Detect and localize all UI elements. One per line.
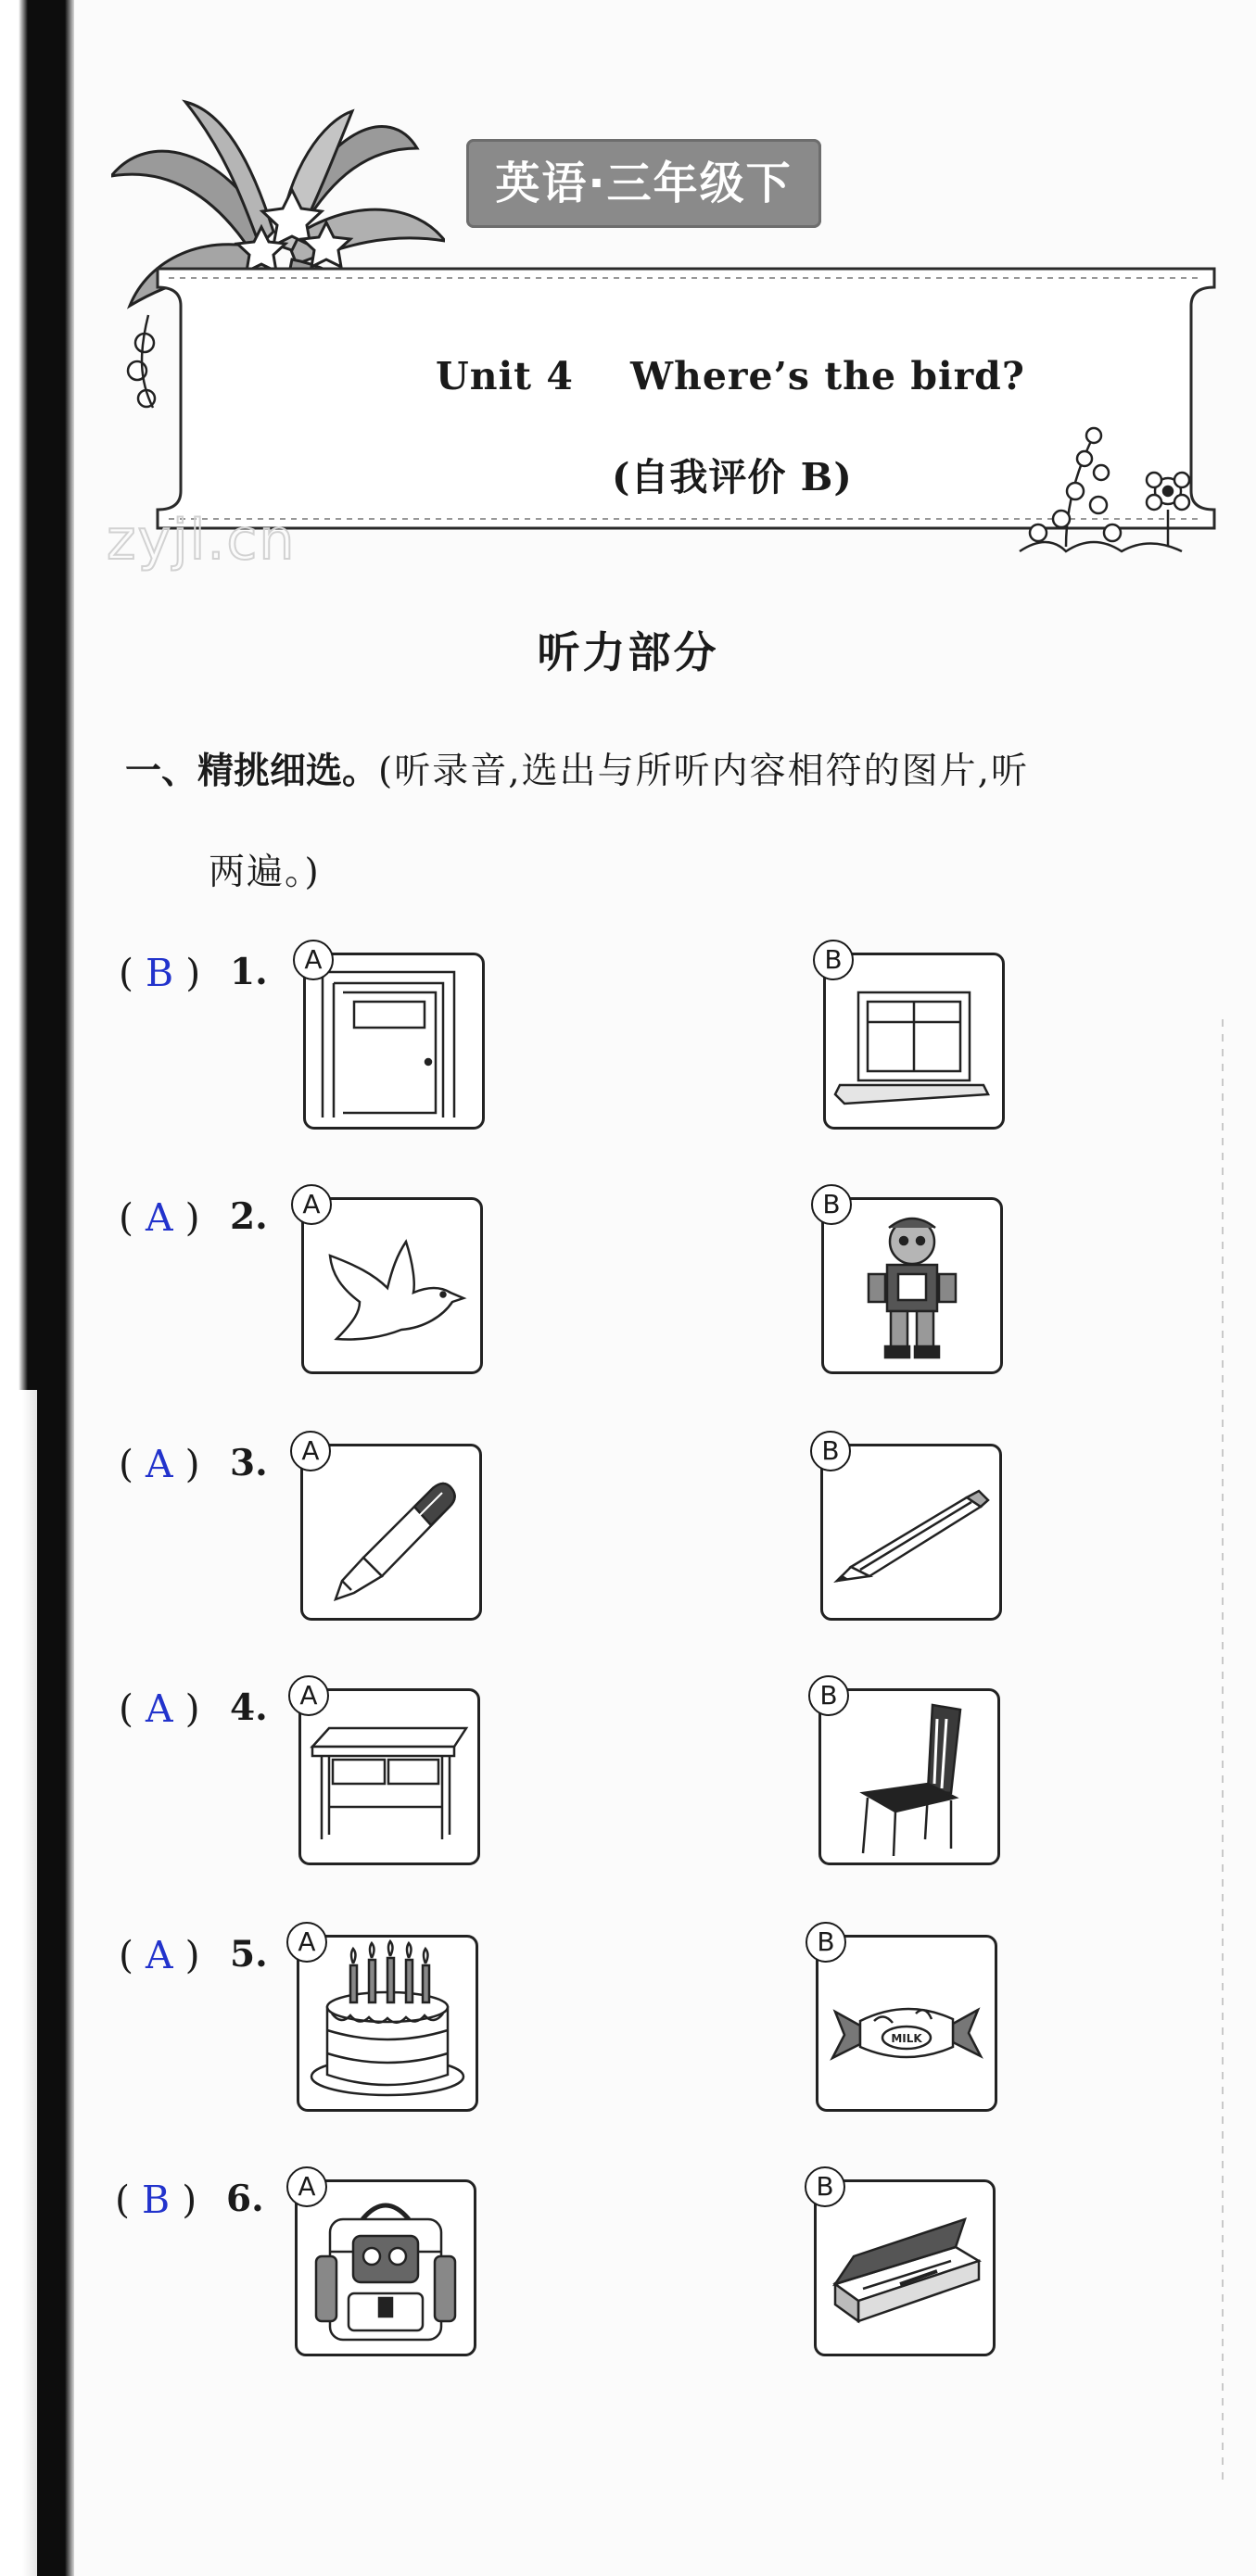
- pencil-box-picture: [814, 2179, 996, 2356]
- question-number: 4.: [230, 1686, 268, 1729]
- unit-title: Unit 4 Where’s the bird?: [436, 354, 1025, 398]
- option-label-b: B: [806, 1922, 846, 1963]
- answer-bracket: ( B ): [119, 951, 201, 995]
- question-lead: 一、精挑细选。: [125, 751, 379, 792]
- section-title: 听力部分: [537, 627, 719, 677]
- flowers-decoration: [1010, 417, 1214, 556]
- self-assessment-subtitle: (自我评价 B): [612, 455, 853, 499]
- option-label-a: A: [290, 1431, 331, 1471]
- question-number: 3.: [230, 1442, 268, 1484]
- bird-picture: [301, 1197, 483, 1374]
- option-label-a: A: [293, 940, 334, 980]
- option-label-b: B: [808, 1675, 849, 1716]
- question-instruction: (听录音,选出与所听内容相符的图片,听: [378, 751, 1030, 792]
- option-label-b: B: [811, 1184, 852, 1225]
- desk-icon: [301, 1691, 477, 1863]
- option-label-a: A: [286, 2166, 327, 2207]
- desk-picture: [298, 1688, 480, 1865]
- answer-letter: A: [146, 1442, 173, 1486]
- window-icon: [826, 955, 1002, 1127]
- answer-bracket: ( A ): [119, 1195, 200, 1240]
- fountain-pen-icon: [303, 1446, 479, 1618]
- subject-grade-tab: 英语·三年级下: [466, 139, 821, 228]
- question-instruction-continued: 两遍。): [209, 852, 321, 893]
- question-row: [0, 943, 1256, 1129]
- birthday-cake-picture: [297, 1935, 478, 2112]
- option-label-b: B: [813, 940, 854, 980]
- answer-bracket: ( B ): [115, 2178, 197, 2222]
- answer-bracket: ( A ): [119, 1442, 200, 1486]
- answer-letter: A: [146, 1686, 173, 1731]
- bird-icon: [304, 1200, 480, 1371]
- question-row: [0, 2170, 1256, 2355]
- option-label-a: A: [291, 1184, 332, 1225]
- answer-letter: B: [146, 951, 174, 995]
- robot-doll-picture: [821, 1197, 1003, 1374]
- option-label-a: A: [286, 1922, 327, 1963]
- school-bag-icon: [298, 2182, 474, 2354]
- question-number: 1.: [230, 951, 268, 993]
- door-picture: [303, 953, 485, 1130]
- question-row: [0, 1679, 1256, 1864]
- birthday-cake-icon: [299, 1938, 476, 2109]
- answer-letter: A: [146, 1933, 173, 1977]
- milk-candy-icon: [818, 1938, 995, 2109]
- school-bag-picture: [295, 2179, 476, 2356]
- question-header: [125, 749, 1214, 795]
- question-row: [0, 1188, 1256, 1373]
- option-label-b: B: [810, 1431, 851, 1471]
- answer-letter: B: [142, 2178, 171, 2222]
- pencil-box-icon: [817, 2182, 993, 2354]
- pencil-picture: [820, 1444, 1002, 1621]
- question-number: 2.: [230, 1195, 268, 1238]
- question-number: 6.: [226, 2178, 264, 2220]
- door-icon: [306, 955, 482, 1127]
- chair-icon: [821, 1691, 997, 1863]
- milk-candy-picture: [816, 1935, 997, 2112]
- answer-letter: A: [146, 1195, 173, 1240]
- question-row: [0, 1434, 1256, 1620]
- candy-label: MILK: [891, 2032, 922, 2045]
- question-number: 5.: [230, 1933, 268, 1976]
- watermark: zyjl.cn: [107, 508, 297, 573]
- pencil-icon: [823, 1446, 999, 1618]
- chair-picture: [818, 1688, 1000, 1865]
- fountain-pen-picture: [300, 1444, 482, 1621]
- question-row: [0, 1926, 1256, 2111]
- answer-bracket: ( A ): [119, 1933, 200, 1977]
- window-picture: [823, 953, 1005, 1130]
- option-label-a: A: [288, 1675, 329, 1716]
- answer-bracket: ( A ): [119, 1686, 200, 1731]
- robot-doll-icon: [824, 1200, 1000, 1371]
- option-label-b: B: [805, 2166, 845, 2207]
